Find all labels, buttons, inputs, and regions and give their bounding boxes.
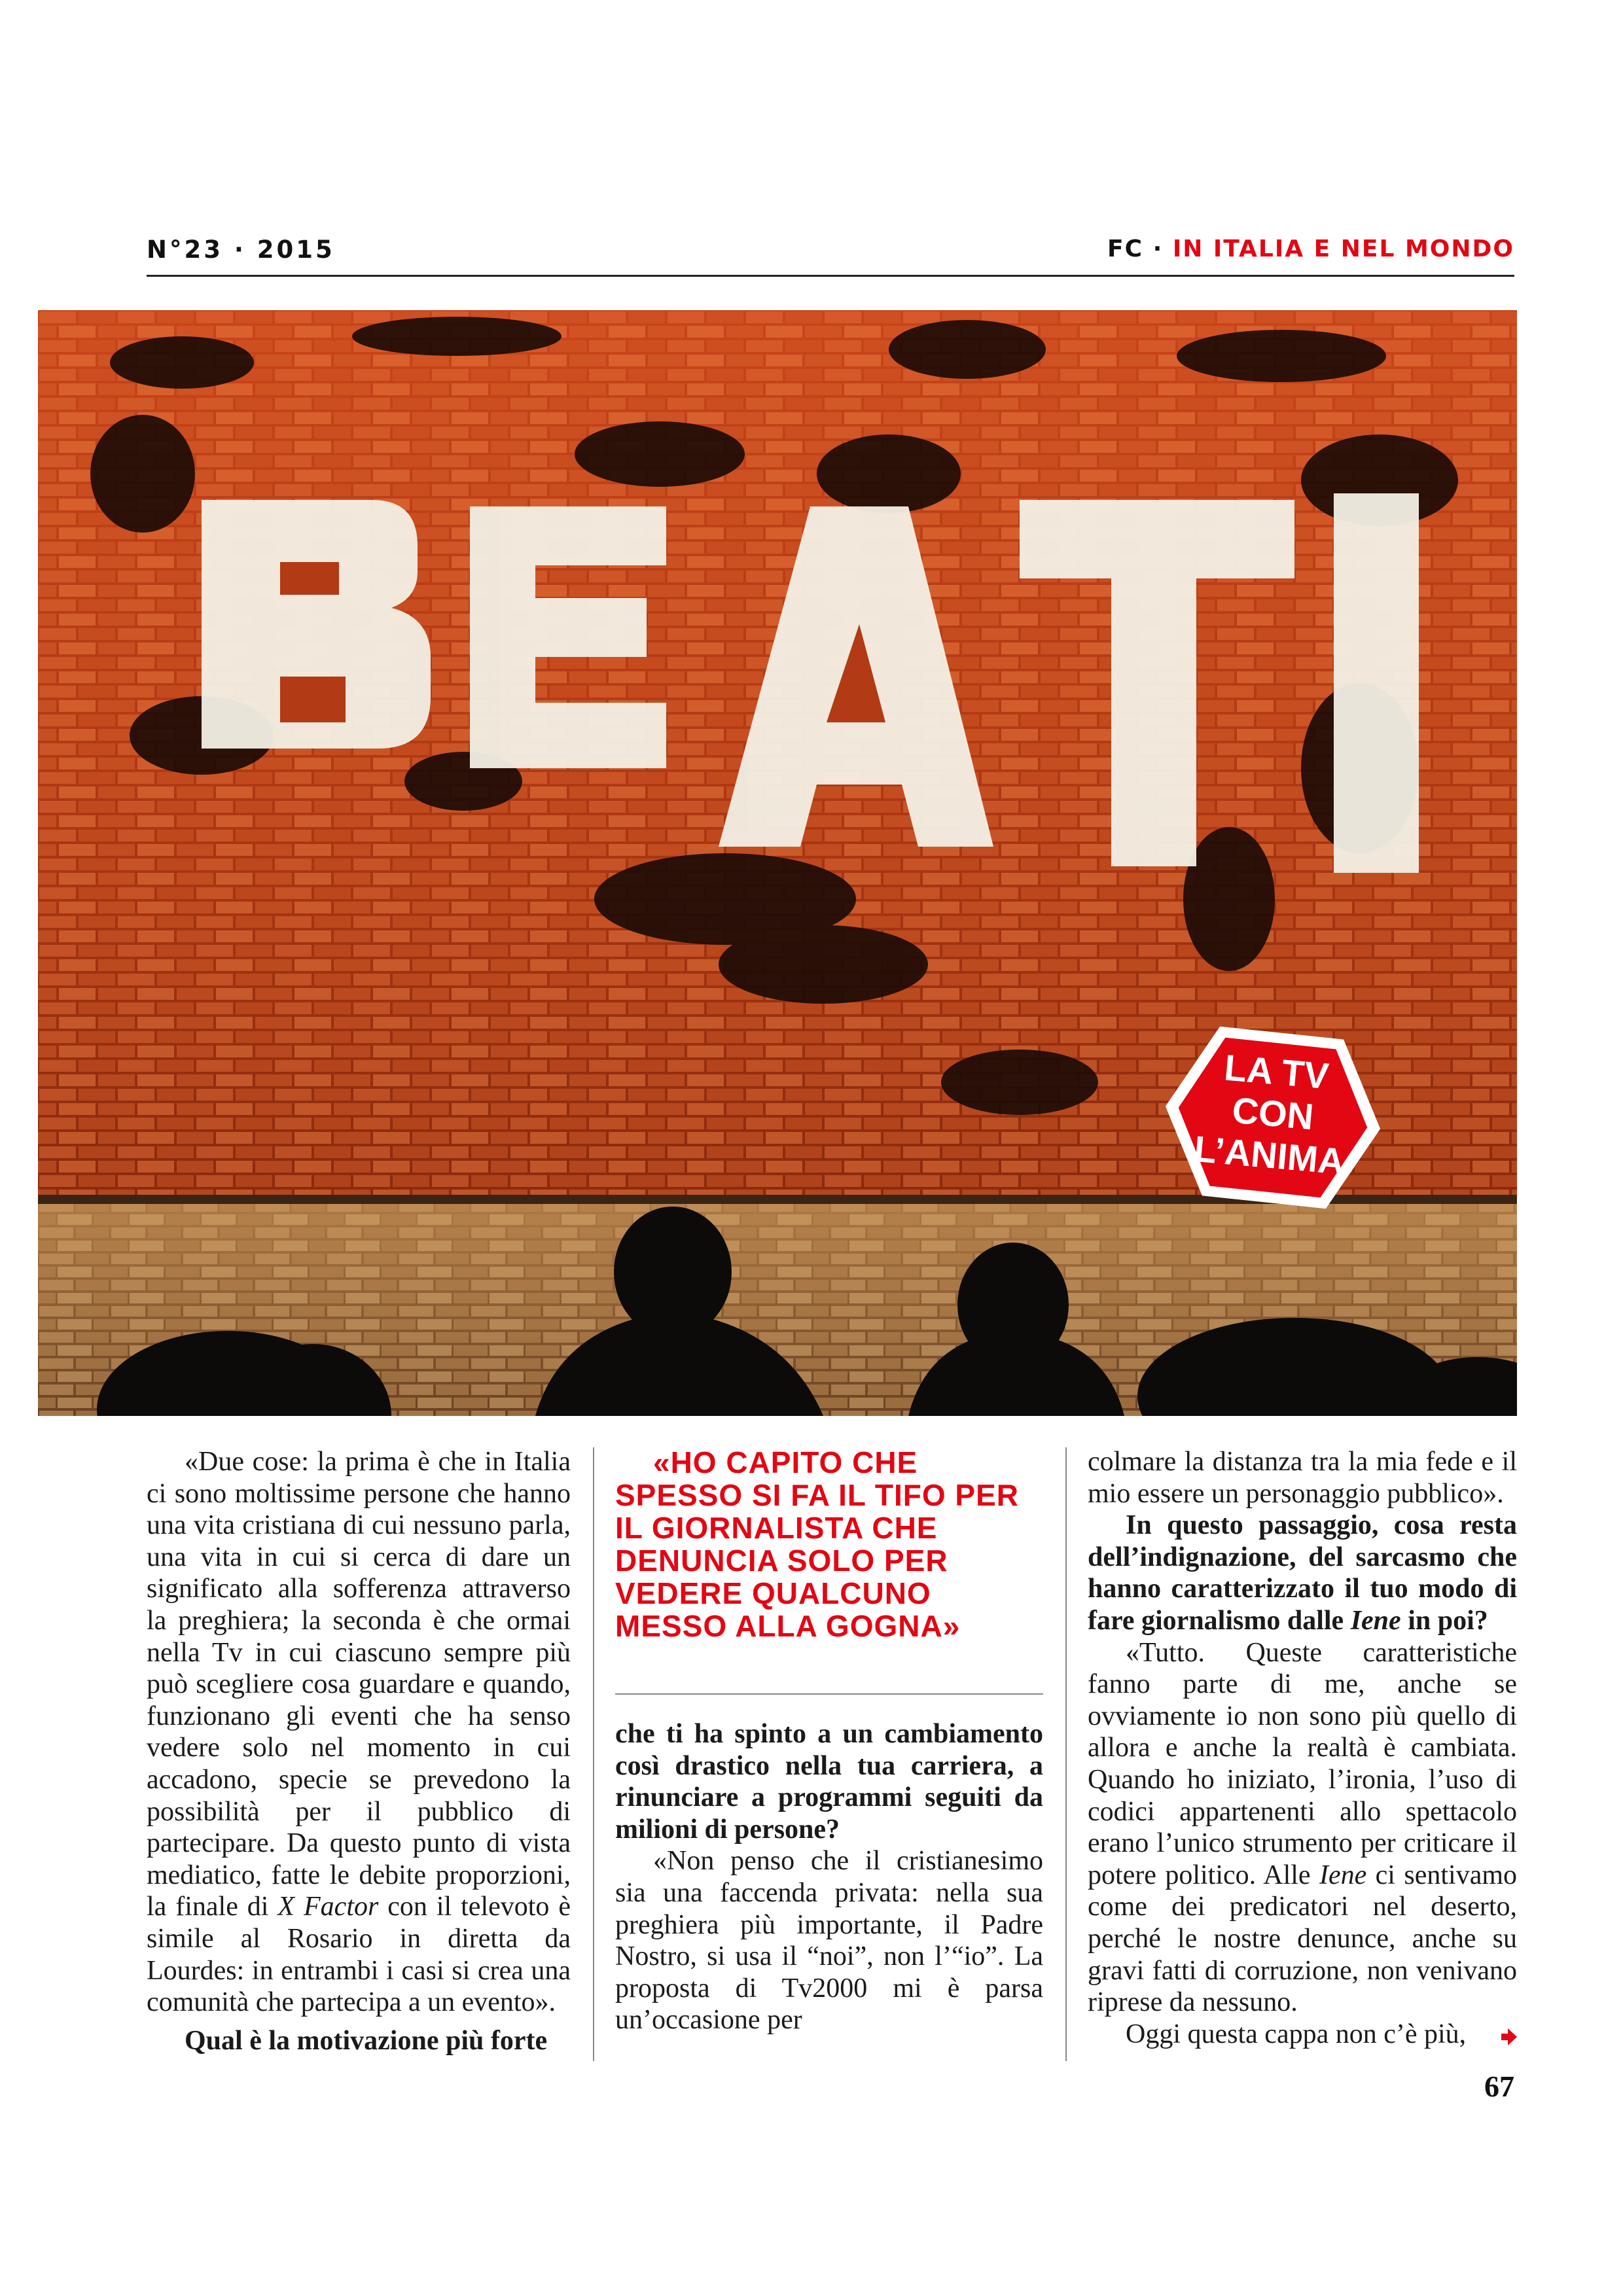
show-title: X Factor bbox=[277, 1892, 379, 1922]
answer-paragraph: «Non penso che il cristianesimo sia una faccenda privata: nella sua preghiera più importante, il Padre Nostro, si usa il “noi”, non l’“io”. La proposta di Tv2000 mi è parsa un’occasione per bbox=[615, 1846, 1043, 2036]
answer-text: «Tutto. Queste caratteristiche fanno parte di me, anche se ovviamente io non sono più quello di allora e anche la realtà è cambiata. Quando ho iniziato, l’ironia, l’uso di codici appartenenti allo spettacolo erano l’unico strumento per criticare il potere politico. Alle bbox=[1088, 1637, 1517, 1890]
column-divider bbox=[593, 1447, 594, 2061]
answer-paragraph bbox=[147, 1446, 571, 2019]
pull-quote-rule bbox=[615, 1693, 1043, 1695]
article-photo bbox=[38, 310, 1517, 1416]
column-divider bbox=[1065, 1447, 1067, 2061]
red-arrow-icon bbox=[1499, 2027, 1518, 2047]
question-paragraph: Qual è la motivazione più forte bbox=[185, 2025, 548, 2056]
page-number: 67 bbox=[1484, 2070, 1514, 2103]
question-paragraph bbox=[1088, 1510, 1517, 1636]
badge-line-2: CON bbox=[1230, 1089, 1315, 1138]
show-title: Iene bbox=[1350, 1605, 1401, 1636]
issue-number: N°23 · 2015 bbox=[147, 236, 335, 264]
section-header bbox=[1107, 236, 1514, 262]
answer-continued: colmare la distanza tra la mia fede e il mio essere un personaggio pubblico». bbox=[1088, 1447, 1517, 1509]
answer-paragraph bbox=[1088, 1637, 1517, 2019]
answer-text-end: ci sentivamo come dei predicatori nel deserto, perché le nostre denunce, anche su gravi fatti di corruzione, non venivano riprese da nessuno. bbox=[1088, 1860, 1518, 2018]
header-rule bbox=[147, 275, 1514, 277]
question-text-end: in poi? bbox=[1408, 1605, 1488, 1636]
section-prefix: FC · bbox=[1107, 236, 1164, 262]
answer-text-end: con il televoto è simile al Rosario in diretta da Lourdes: in entrambi i casi si crea una comunità che partecipa a un evento». bbox=[147, 1892, 571, 2018]
answer-paragraph: Oggi questa cappa non c’è più, bbox=[1126, 2019, 1467, 2049]
pull-quote: «HO CAPITO CHE SPESSO SI FA IL TIFO PER IL GIORNALISTA CHE DENUNCIA SOLO PER VEDERE QUALCUNO MESSO ALLA GOGNA» bbox=[615, 1445, 1020, 1643]
column-1 bbox=[147, 1446, 571, 2057]
badge-line-3: L’ANIMA bbox=[1192, 1127, 1346, 1182]
photo-illustration bbox=[38, 310, 1517, 1416]
column-2 bbox=[615, 1446, 1043, 2036]
badge-label bbox=[1147, 1040, 1399, 1187]
section-name: IN ITALIA E NEL MONDO bbox=[1172, 236, 1514, 262]
answer-text: «Due cose: la prima è che in Italia ci sono moltissime persone che hanno una vita cristiana di cui nessuno parla, una vita in cui si cerca di dare un significato alla sofferenza attraverso la preghiera; la seconda è che ormai nella Tv in cui ciascuno sempre più può scegliere cosa guardare e quando, funzionano gli eventi che ha senso vedere solo nel momento in cui accadono, specie se prevedono la possibilità per il pubblico di partecipare. Da questo punto di vista mediatico, fatte le debite proporzioni, la finale di bbox=[147, 1447, 571, 1922]
column-3 bbox=[1088, 1446, 1517, 2050]
show-title: Iene bbox=[1319, 1860, 1367, 1890]
question-text: In questo passaggio, cosa resta dell’indignazione, del sarcasmo che hanno caratterizzato il tuo modo di fare giornalismo dalle bbox=[1088, 1510, 1517, 1636]
question-continued: che ti ha spinto a un cambiamento così drastico nella tua carriera, a rinunciare a programmi seguiti da milioni di persone? bbox=[615, 1719, 1043, 1845]
badge-line-1: LA TV bbox=[1222, 1046, 1330, 1097]
